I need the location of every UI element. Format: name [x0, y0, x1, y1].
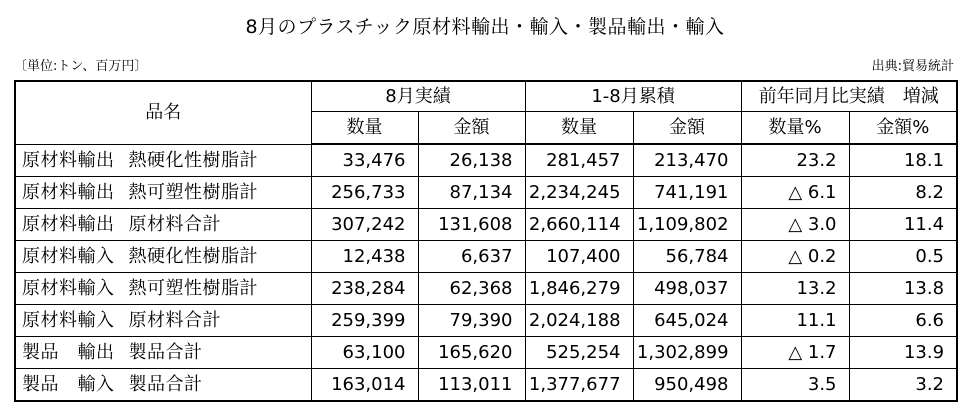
- cell-yoy-amt: 3.2: [849, 369, 957, 402]
- cell-aug-amt: 62,368: [418, 273, 525, 305]
- cell-aug-amt: 6,637: [418, 241, 525, 273]
- cell-yoy-amt: 11.4: [849, 209, 957, 241]
- cell-yoy-qty: 3.5: [741, 369, 849, 402]
- header-cum-amount: 金額: [633, 112, 741, 145]
- header-aug-quantity: 数量: [311, 112, 418, 145]
- table-row: [15, 305, 957, 337]
- cell-cum-amt: 56,784: [633, 241, 741, 273]
- cell-cum-qty: 1,377,677: [525, 369, 633, 402]
- table-body: [15, 144, 957, 401]
- header-yoy-quantity: 数量%: [741, 112, 849, 145]
- row-product: 熱可塑性樹脂計: [128, 278, 258, 299]
- cell-yoy-qty: 11.1: [741, 305, 849, 337]
- trade-statistics-table: [14, 80, 958, 402]
- cell-aug-qty: 259,399: [311, 305, 418, 337]
- row-category: 原材料輸出: [22, 149, 115, 171]
- header-cum-quantity: 数量: [525, 112, 633, 145]
- cell-cum-qty: 2,660,114: [525, 209, 633, 241]
- row-product: 原材料合計: [128, 310, 221, 331]
- cell-aug-qty: 63,100: [311, 337, 418, 369]
- cell-aug-amt: 87,134: [418, 177, 525, 209]
- cell-yoy-amt: 18.1: [849, 144, 957, 177]
- unit-note: 〔単位:トン、百万円〕: [14, 59, 148, 74]
- header-group-yoy: 前年同月比実績 増減: [741, 81, 957, 112]
- cell-cum-qty: 2,234,245: [525, 177, 633, 209]
- header-aug-amount: 金額: [418, 112, 525, 145]
- cell-aug-qty: 33,476: [311, 144, 418, 177]
- cell-aug-amt: 26,138: [418, 144, 525, 177]
- cell-yoy-amt: 8.2: [849, 177, 957, 209]
- header-group-cumulative: 1-8月累積: [525, 81, 741, 112]
- cell-aug-qty: 238,284: [311, 273, 418, 305]
- cell-cum-qty: 525,254: [525, 337, 633, 369]
- cell-aug-qty: 12,438: [311, 241, 418, 273]
- cell-yoy-amt: 13.9: [849, 337, 957, 369]
- row-product: 製品合計: [128, 342, 203, 363]
- row-product: 原材料合計: [128, 214, 221, 235]
- cell-yoy-qty: 23.2: [741, 144, 849, 177]
- table-row: [15, 369, 957, 402]
- cell-cum-amt: 213,470: [633, 144, 741, 177]
- row-item-name: [15, 209, 311, 241]
- table-row: [15, 209, 957, 241]
- row-item-name: [15, 369, 311, 402]
- cell-yoy-qty: △ 3.0: [741, 209, 849, 241]
- row-category: 原材料輸入: [22, 278, 115, 299]
- cell-yoy-amt: 13.8: [849, 273, 957, 305]
- cell-cum-amt: 645,024: [633, 305, 741, 337]
- cell-aug-amt: 113,011: [418, 369, 525, 402]
- table-row: [15, 273, 957, 305]
- row-product: 熱硬化性樹脂計: [128, 149, 258, 171]
- row-item-name: [15, 177, 311, 209]
- cell-yoy-qty: △ 0.2: [741, 241, 849, 273]
- row-item-name: [15, 241, 311, 273]
- table-row: [15, 241, 957, 273]
- cell-cum-amt: 950,498: [633, 369, 741, 402]
- cell-cum-qty: 107,400: [525, 241, 633, 273]
- cell-cum-qty: 281,457: [525, 144, 633, 177]
- cell-yoy-amt: 6.6: [849, 305, 957, 337]
- cell-cum-amt: 741,191: [633, 177, 741, 209]
- cell-aug-amt: 131,608: [418, 209, 525, 241]
- row-category: 原材料輸入: [22, 310, 115, 331]
- cell-aug-qty: 256,733: [311, 177, 418, 209]
- row-item-name: [15, 144, 311, 177]
- row-category: 製品 輸出: [22, 342, 115, 363]
- row-item-name: [15, 337, 311, 369]
- row-product: 熱可塑性樹脂計: [128, 182, 258, 203]
- header-item-name: 品名: [15, 81, 311, 144]
- cell-aug-amt: 165,620: [418, 337, 525, 369]
- source-note: 出典:貿易統計: [871, 59, 954, 74]
- page-title: 8月のプラスチック原材料輸出・輸入・製品輸出・輸入: [245, 16, 725, 38]
- cell-yoy-qty: △ 6.1: [741, 177, 849, 209]
- row-category: 原材料輸入: [22, 246, 115, 267]
- row-product: 熱硬化性樹脂計: [128, 246, 258, 267]
- row-item-name: [15, 305, 311, 337]
- row-item-name: [15, 273, 311, 305]
- cell-yoy-qty: △ 1.7: [741, 337, 849, 369]
- cell-aug-qty: 307,242: [311, 209, 418, 241]
- row-category: 製品 輸入: [22, 374, 115, 395]
- table-row: [15, 144, 957, 177]
- cell-cum-qty: 2,024,188: [525, 305, 633, 337]
- table-row: [15, 177, 957, 209]
- row-category: 原材料輸出: [22, 182, 115, 203]
- cell-cum-amt: 1,109,802: [633, 209, 741, 241]
- cell-aug-amt: 79,390: [418, 305, 525, 337]
- row-category: 原材料輸出: [22, 214, 115, 235]
- cell-cum-qty: 1,846,279: [525, 273, 633, 305]
- header-yoy-amount: 金額%: [849, 112, 957, 145]
- cell-cum-amt: 498,037: [633, 273, 741, 305]
- cell-yoy-qty: 13.2: [741, 273, 849, 305]
- cell-yoy-amt: 0.5: [849, 241, 957, 273]
- cell-cum-amt: 1,302,899: [633, 337, 741, 369]
- cell-aug-qty: 163,014: [311, 369, 418, 402]
- table-row: [15, 337, 957, 369]
- row-product: 製品合計: [128, 374, 203, 395]
- header-group-august: 8月実績: [311, 81, 525, 112]
